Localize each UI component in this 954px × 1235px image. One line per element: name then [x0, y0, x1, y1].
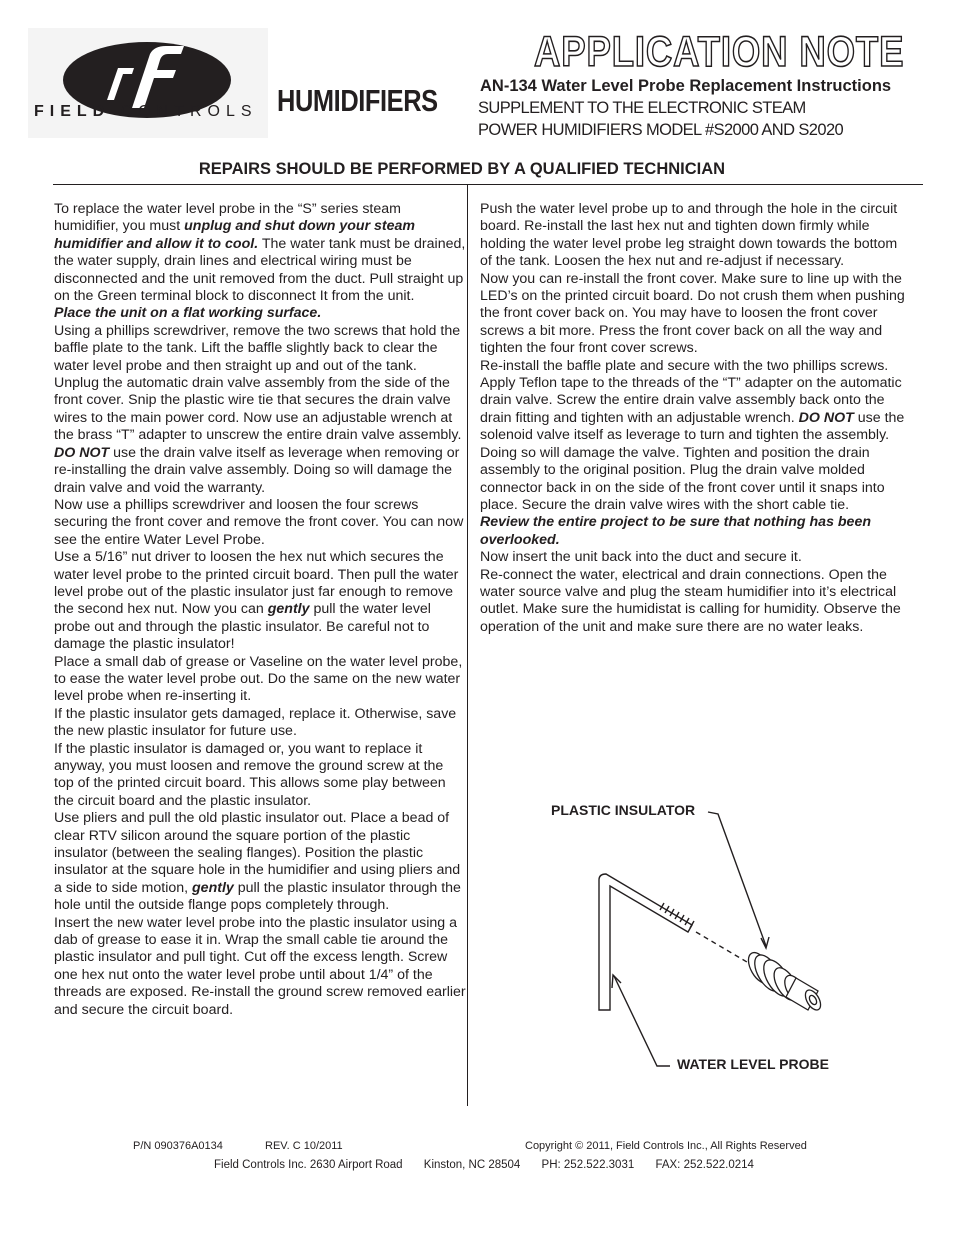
copyright: Copyright © 2011, Field Controls Inc., All Rights Reserved — [525, 1140, 807, 1152]
supplement-line-1: SUPPLEMENT TO THE ELECTRONIC STEAM — [478, 99, 806, 117]
probe-insulator-diagram — [560, 800, 860, 1080]
paragraph: Now use a phillips screwdriver and loosen the four screws securing the front cover and remove the front cover. You can now see the entire Water Level Probe. — [54, 496, 464, 548]
paragraph: Use a 5/16” nut driver to loosen the hex nut which secures the water level probe to the printed circuit board. Then pull the water level probe out of the plastic insulator just far enough to remove the second hex nut. Now you can gently pull the water level probe out and through the plastic insulator. Be careful not to damage the plastic insulator! — [54, 549, 459, 653]
brand-bold: FIELD — [34, 103, 111, 120]
emphasis: DO NOT — [798, 409, 854, 426]
emphasis: unplug and shut down your steam humidifier and allow it to cool. — [54, 218, 416, 252]
column-divider — [467, 184, 468, 1106]
probe-leader-line — [614, 976, 670, 1066]
paragraph: Re-install the baffle plate and secure with the two phillips screws. — [480, 357, 889, 374]
water-level-probe-icon — [599, 874, 692, 1010]
insulator-leader-line — [708, 812, 766, 946]
paragraph: If the plastic insulator is damaged or, you want to replace it anyway, you must loosen and remove the ground screw at the top of the printed circuit board. This allows some play between the circuit board and the plastic insulator. — [54, 740, 446, 809]
emphasis: gently — [267, 601, 310, 618]
paragraph: Now you can re-install the front cover. Make sure to line up with the LED’s on the printed circuit board. Do not crush them when pushing the front cover back on. You may have to loosen the front cover screws a bit more. Press the front cover back on all the way and tighten the four front cover screws. — [480, 270, 905, 357]
paragraph: If the plastic insulator gets damaged, replace it. Otherwise, save the new plastic insulator for future use. — [54, 705, 457, 740]
address-line — [214, 1159, 772, 1171]
paragraph: Use pliers and pull the old plastic insulator out. Place a bead of clear RTV silicon around the square portion of the plastic insulator (between the sealing flanges). Position the plastic insulator at the square hole in the humidifier and using pliers and a side to side motion, gently pull the plastic insulator through the hole until the outside flange pops completely through. — [54, 810, 461, 914]
plastic-insulator-icon — [744, 949, 824, 1013]
phone: PH: 252.522.3031 — [541, 1159, 635, 1171]
brand-light: CONTROLS — [120, 103, 258, 120]
left-column — [54, 201, 466, 1019]
paragraph-emphasis: Place the unit on a flat working surface. — [54, 305, 322, 322]
paragraph: Using a phillips screwdriver, remove the two screws that hold the baffle plate to the tank. Lift the baffle slightly back to clear the water level probe and then straight up and out of the tank. — [54, 322, 461, 374]
right-column — [480, 201, 908, 636]
fax: FAX: 252.522.0214 — [655, 1159, 754, 1171]
supplement-line-2: POWER HUMIDIFIERS MODEL #S2000 AND S2020 — [478, 121, 844, 139]
paragraph: Apply Teflon tape to the threads of the “T” adapter on the automatic drain valve. Screw the entire drain valve assembly back onto the drain fitting and tighten with an adjustable wrench. DO NOT use the solenoid valve itself as leverage to turn and tighten the assembly. Doing so will damage the valve. Tighten and position the drain assembly to the original position. Plug the drain valve molded connector back in on the side of the front cover until it snaps into place. Secure the drain valve wires with the short cable tie. — [480, 375, 905, 513]
insertion-line — [696, 932, 752, 965]
paragraph: Place a small dab of grease or Vaseline on the water level probe, to ease the water level probe out. Do the same on the new water level probe when re-inserting it. — [54, 653, 463, 705]
paragraph: Now insert the unit back into the duct and secure it. — [480, 549, 802, 566]
horizontal-divider — [53, 184, 923, 185]
paragraph-emphasis: Review the entire project to be sure that nothing has been overlooked. — [480, 514, 872, 548]
revision: REV. C 10/2011 — [265, 1140, 343, 1152]
brand-wordmark — [34, 103, 258, 121]
label-water-level-probe: WATER LEVEL PROBE — [677, 1056, 829, 1072]
emphasis: DO NOT — [54, 444, 110, 461]
paragraph: Insert the new water level probe into the plastic insulator using a dab of grease to ease it in. Wrap the small cable tie around the plastic insulator and pull tight. Cut off the excess length. Screw one hex nut onto the water level probe until about 1/4” of the threads are exposed. Re-install the ground screw removed earlier and secure the circuit board. — [54, 914, 466, 1018]
label-plastic-insulator: PLASTIC INSULATOR — [551, 802, 696, 818]
paragraph: To replace the water level probe in the “S” series steam humidifier, you must unplug and shut down your steam humidifier and allow it to cool. The water tank must be drained, the water supply, drain lines and electrical wiring must be disconnected and the unit removed from the duct. Pull straight up on the Green terminal block to disconnect It from the unit. — [54, 201, 466, 305]
document-title: AN-134 Water Level Probe Replacement Instructions — [480, 77, 892, 95]
part-number: P/N 090376A0134 — [133, 1140, 223, 1152]
application-note-heading: APPLICATION NOTE — [534, 28, 905, 76]
paragraph: Unplug the automatic drain valve assembly from the side of the front cover. Snip the plastic wire tie that secures the drain valve wires to the main power cord. Now use an adjustable wrench at the brass “T” adapter to unscrew the entire drain valve assembly. DO NOT use the drain valve itself as leverage when removing or re-installing the drain valve assembly. Doing so will damage the drain valve and void the warranty. — [54, 375, 462, 496]
paragraph: Re-connect the water, electrical and drain connections. Open the water source valve and plug the steam humidifier into it’s electrical outlet. Make sure the humidistat is calling for humidity. Observe the operation of the unit and make sure there are no water leaks. — [480, 566, 901, 635]
company-address: Field Controls Inc. 2630 Airport Road — [214, 1159, 403, 1171]
paragraph: Push the water level probe up to and through the hole in the circuit board. Re-install the last hex nut and tighten down firmly while holding the water level probe leg straight down towards the bottom of the tank. Loosen the hex nut and re-adjust if necessary. — [480, 201, 898, 270]
city: Kinston, NC 28504 — [423, 1159, 521, 1171]
probe-threads-icon — [660, 903, 694, 928]
product-title: HUMIDIFIERS — [277, 83, 438, 118]
warning-heading: REPAIRS SHOULD BE PERFORMED BY A QUALIFIED TECHNICIAN — [198, 160, 726, 178]
emphasis: gently — [192, 879, 234, 896]
